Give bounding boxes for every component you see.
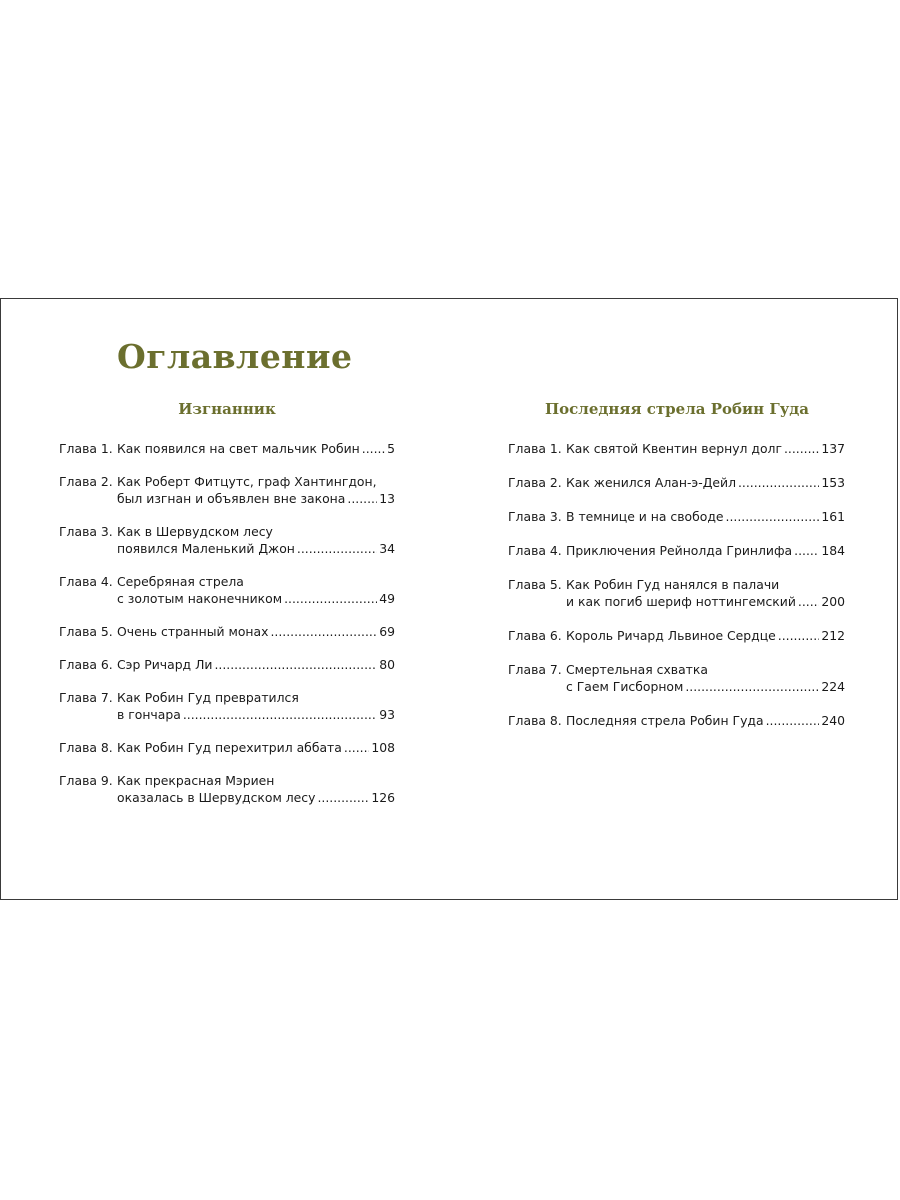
- page-number: 5: [387, 441, 395, 456]
- dot-leader: [778, 627, 820, 644]
- chapter-number: Глава 4.: [508, 543, 562, 558]
- chapter-title-block: [566, 712, 845, 729]
- chapter-title-line: [117, 440, 395, 457]
- chapter-title-text: Как в Шервудском лесу: [117, 524, 273, 539]
- chapter-title-text: Король Ричард Львиное Сердце: [566, 628, 776, 643]
- chapter-number: Глава 1.: [59, 441, 113, 456]
- toc-list-right: [508, 440, 845, 746]
- chapter-number: Глава 2.: [59, 474, 113, 489]
- chapter-title-block: [117, 440, 395, 457]
- chapter-number: Глава 7.: [59, 690, 113, 705]
- chapter-number: Глава 8.: [508, 713, 562, 728]
- toc-entry: [59, 623, 395, 640]
- chapter-title-line: [117, 573, 395, 590]
- chapter-number: Глава 9.: [59, 773, 113, 788]
- chapter-number: Глава 6.: [59, 657, 113, 672]
- chapter-title-block: [566, 542, 845, 559]
- chapter-title-block: [117, 656, 395, 673]
- chapter-title-text: Последняя стрела Робин Гуда: [566, 713, 764, 728]
- dot-leader: [726, 508, 820, 525]
- chapter-title-line: [566, 593, 845, 610]
- chapter-title-block: [117, 573, 395, 607]
- chapter-title-block: [117, 739, 395, 756]
- chapter-number: Глава 6.: [508, 628, 562, 643]
- chapter-number: Глава 8.: [59, 740, 113, 755]
- page-number: 108: [371, 740, 395, 755]
- chapter-title-line: [566, 678, 845, 695]
- toc-entry: [508, 542, 845, 559]
- toc-entry: [59, 573, 395, 607]
- page-number: 13: [379, 491, 395, 506]
- chapter-title-line: [117, 540, 395, 557]
- chapter-title-text: с Гаем Гисборном: [566, 679, 684, 694]
- chapter-title-line: [117, 772, 395, 789]
- chapter-title-text: Приключения Рейнолда Гринлифа: [566, 543, 793, 558]
- chapter-title-line: [117, 523, 395, 540]
- chapter-title-block: [566, 440, 845, 457]
- page-title: Оглавление: [117, 337, 353, 376]
- chapter-title-line: [566, 712, 845, 729]
- chapter-title-block: [566, 661, 845, 695]
- dot-leader: [317, 789, 369, 806]
- toc-entry: [59, 689, 395, 723]
- chapter-number: Глава 4.: [59, 574, 113, 589]
- chapter-title-block: [566, 508, 845, 525]
- dot-leader: [794, 542, 819, 559]
- chapter-title-text: Как Роберт Фитцутс, граф Хантингдон,: [117, 474, 377, 489]
- dot-leader: [784, 440, 819, 457]
- chapter-title-text: и как погиб шериф ноттингемский: [566, 594, 796, 609]
- chapter-title-line: [566, 542, 845, 559]
- chapter-title-text: Как Робин Гуд превратился: [117, 690, 299, 705]
- chapter-title-line: [117, 490, 395, 507]
- chapter-number: Глава 3.: [59, 524, 113, 539]
- page-number: 69: [379, 624, 395, 639]
- dot-leader: [284, 590, 377, 607]
- chapter-title-text: Как Робин Гуд перехитрил аббата: [117, 740, 342, 755]
- dot-leader: [362, 440, 385, 457]
- dot-leader: [344, 739, 369, 756]
- chapter-title-block: [566, 576, 845, 610]
- chapter-title-block: [117, 473, 395, 507]
- toc-spread: [0, 298, 898, 900]
- toc-entry: [508, 661, 845, 695]
- chapter-title-line: [117, 789, 395, 806]
- toc-entry: [59, 772, 395, 806]
- toc-entry: [508, 508, 845, 525]
- chapter-title-block: [566, 474, 845, 491]
- toc-entry: [59, 473, 395, 507]
- chapter-title-line: [117, 623, 395, 640]
- chapter-title-text: в гончара: [117, 707, 181, 722]
- toc-list-left: [59, 440, 395, 822]
- dot-leader: [766, 712, 820, 729]
- chapter-title-text: Как появился на свет мальчик Робин: [117, 441, 360, 456]
- chapter-title-line: [566, 474, 845, 491]
- chapter-title-line: [566, 661, 845, 678]
- chapter-title-text: В темнице и на свободе: [566, 509, 724, 524]
- toc-entry: [508, 576, 845, 610]
- toc-entry: [59, 739, 395, 756]
- chapter-title-text: Как Робин Гуд нанялся в палачи: [566, 577, 780, 592]
- page-number: 34: [379, 541, 395, 556]
- toc-entry: [508, 712, 845, 729]
- chapter-title-block: [117, 772, 395, 806]
- chapter-title-text: был изгнан и объявлен вне закона: [117, 491, 346, 506]
- dot-leader: [183, 706, 377, 723]
- page-number: 153: [821, 475, 845, 490]
- chapter-number: Глава 7.: [508, 662, 562, 677]
- dot-leader: [214, 656, 377, 673]
- page-number: 240: [821, 713, 845, 728]
- chapter-number: Глава 5.: [508, 577, 562, 592]
- chapter-title-text: с золотым наконечником: [117, 591, 283, 606]
- page-number: 126: [371, 790, 395, 805]
- page-number: 184: [821, 543, 845, 558]
- chapter-title-line: [117, 739, 395, 756]
- chapter-title-block: [566, 627, 845, 644]
- page-number: 200: [821, 594, 845, 609]
- chapter-number: Глава 5.: [59, 624, 113, 639]
- chapter-title-text: Смертельная схватка: [566, 662, 708, 677]
- chapter-title-line: [566, 627, 845, 644]
- toc-entry: [59, 656, 395, 673]
- chapter-title-line: [566, 440, 845, 457]
- chapter-title-text: Сэр Ричард Ли: [117, 657, 213, 672]
- chapter-title-line: [117, 590, 395, 607]
- page-number: 161: [821, 509, 845, 524]
- chapter-number: Глава 2.: [508, 475, 562, 490]
- chapter-title-line: [117, 706, 395, 723]
- chapter-title-text: Как святой Квентин вернул долг: [566, 441, 782, 456]
- chapter-title-text: появился Маленький Джон: [117, 541, 295, 556]
- chapter-title-line: [117, 656, 395, 673]
- dot-leader: [297, 540, 377, 557]
- dot-leader: [798, 593, 819, 610]
- chapter-number: Глава 3.: [508, 509, 562, 524]
- chapter-title-block: [117, 523, 395, 557]
- chapter-title-line: [117, 689, 395, 706]
- toc-entry: [508, 627, 845, 644]
- section-title-left: Изгнанник: [178, 400, 276, 418]
- chapter-title-block: [117, 623, 395, 640]
- toc-entry: [59, 440, 395, 457]
- dot-leader: [347, 490, 377, 507]
- dot-leader: [738, 474, 819, 491]
- dot-leader: [685, 678, 819, 695]
- chapter-title-text: Как прекрасная Мэриен: [117, 773, 275, 788]
- chapter-title-text: Очень странный монах: [117, 624, 269, 639]
- page-number: 224: [821, 679, 845, 694]
- page-number: 212: [821, 628, 845, 643]
- chapter-title-block: [117, 689, 395, 723]
- chapter-title-line: [566, 508, 845, 525]
- toc-entry: [508, 474, 845, 491]
- toc-entry: [508, 440, 845, 457]
- chapter-title-text: оказалась в Шервудском лесу: [117, 790, 316, 805]
- chapter-number: Глава 1.: [508, 441, 562, 456]
- dot-leader: [270, 623, 377, 640]
- section-title-right: Последняя стрела Робин Гуда: [544, 400, 810, 418]
- chapter-title-text: Серебряная стрела: [117, 574, 244, 589]
- page-number: 49: [379, 591, 395, 606]
- page-number: 137: [821, 441, 845, 456]
- toc-entry: [59, 523, 395, 557]
- chapter-title-text: Как женился Алан-э-Дейл: [566, 475, 736, 490]
- chapter-title-line: [117, 473, 395, 490]
- page-number: 93: [379, 707, 395, 722]
- page-number: 80: [379, 657, 395, 672]
- chapter-title-line: [566, 576, 845, 593]
